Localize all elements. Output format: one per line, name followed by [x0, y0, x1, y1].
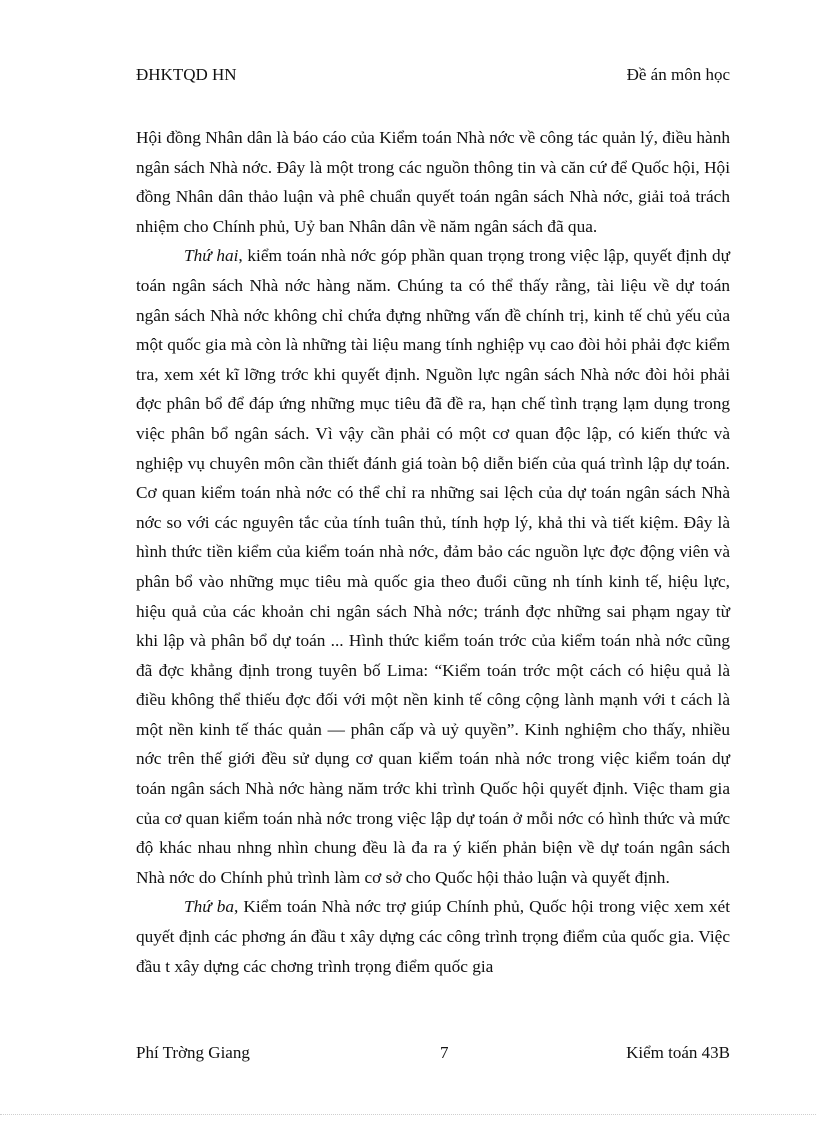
- paragraph-text: , kiểm toán nhà nớc góp phần quan trọng trong việc lập, quyết định dự toán ngân sách Nhà nớc hàng năm. Chúng ta có thể thấy rằng, tài liệu về dự toán ngân sách Nhà nớc không chỉ chứa đựng những vấn đề chính trị, kinh tế chủ yếu của một quốc gia mà còn là những tài liệu mang tính nghiệp vụ cao đòi hỏi phải đợc kiểm tra, xem xét kĩ lỡng trớc khi quyết định. Nguồn lực ngân sách Nhà nớc đòi hỏi phải đợc phân bổ để đáp ứng những mục tiêu đã đề ra, hạn chế tình trạng lạm dụng trong việc phân bổ ngân sách. Vì vậy cần phải có một cơ quan độc lập, có kiến thức và nghiệp vụ chuyên môn cần thiết đánh giá toàn bộ diễn biến của quá trình lập dự toán. Cơ quan kiểm toán nhà nớc có thể chỉ ra những sai lệch của dự toán ngân sách Nhà nớc so với các nguyên tắc của tính tuân thủ, tính hợp lý, khả thi và tiết kiệm. Đây là hình thức tiền kiểm của kiểm toán nhà nớc, đảm bảo các nguồn lực đợc động viên và phân bổ vào những mục tiêu mà quốc gia theo đuổi cũng nh tính kinh tế, hiệu lực, hiệu quả của các khoản chi ngân sách Nhà nớc; tránh đợc những sai phạm ngay từ khi lập và phân bổ dự toán ... Hình thức kiểm toán trớc của kiểm toán nhà nớc cũng đã đợc khẳng định trong tuyên bố Lima: “Kiểm toán trớc một cách có hiệu quả là điều không thể thiếu đợc đối với một nền kinh tế công cộng lành mạnh với t cách là một nền kinh tế thác quản — phân cấp và uỷ quyền”. Kinh nghiệm cho thấy, nhiều nớc trên thế giới đều sử dụng cơ quan kiểm toán nhà nớc trong việc kiểm toán dự toán ngân sách Nhà nớc hàng năm trớc khi trình Quốc hội quyết định. Việc tham gia của cơ quan kiểm toán nhà nớc trong việc lập dự toán ở mỗi nớc có hình thức và mức độ khác nhau nhng nhìn chung đều là đa ra ý kiến phản biện về dự toán ngân sách Nhà nớc do Chính phủ trình làm cơ sở cho Quốc hội thảo luận và quyết định.: [136, 246, 730, 887]
- paragraph-thu-ba: [136, 892, 730, 981]
- page-bottom-edge: [0, 1114, 816, 1115]
- footer-class: Kiểm toán 43B: [626, 1043, 730, 1062]
- header-document-type: Đề án môn học: [626, 65, 730, 84]
- paragraph-lead: Thứ ba: [184, 897, 235, 917]
- footer-page-number: 7: [440, 1043, 449, 1062]
- paragraph-lead: Thứ hai: [184, 246, 239, 266]
- body-text: [136, 123, 730, 981]
- paragraph-continuation: [136, 123, 730, 241]
- header-university: ĐHKTQD HN: [136, 65, 237, 84]
- paragraph-thu-hai: [136, 241, 730, 892]
- paragraph-text: , Kiểm toán Nhà nớc trợ giúp Chính phủ, Quốc hội trong việc xem xét quyết định các phơng án đầu t xây dựng các công trình trọng điểm của quốc gia. Việc đầu t xây dựng các chơng trình trọng điểm quốc gia: [136, 897, 730, 976]
- paragraph-text: Hội đồng Nhân dân là báo cáo của Kiểm toán Nhà nớc về công tác quản lý, điều hành ngân sách Nhà nớc. Đây là một trong các nguồn thông tin và căn cứ để Quốc hội, Hội đồng Nhân dân thảo luận và phê chuẩn quyết toán ngân sách Nhà nớc, giải toả trách nhiệm cho Chính phủ, Uỷ ban Nhân dân về năm ngân sách đã qua.: [136, 128, 730, 236]
- footer-author: Phí Trờng Giang: [136, 1043, 250, 1062]
